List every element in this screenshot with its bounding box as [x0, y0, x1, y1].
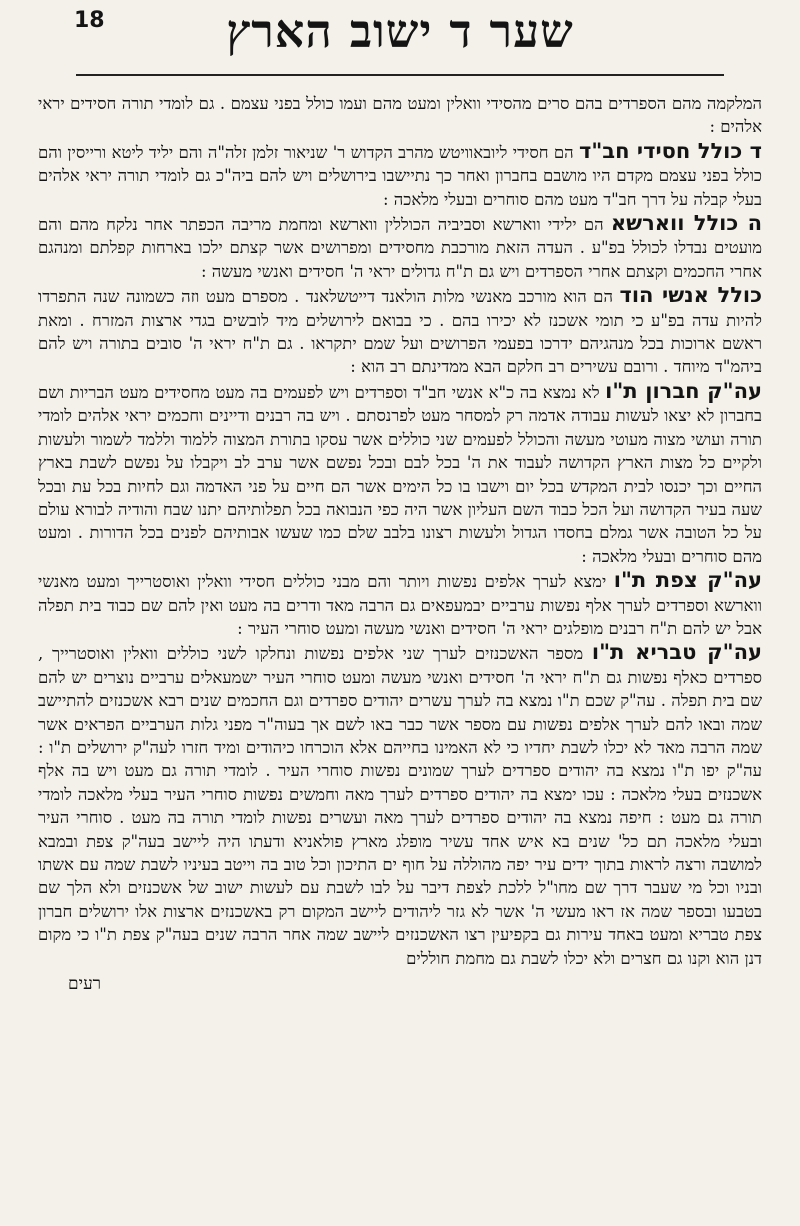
paragraph-text: המלקמה מהם הספרדים בהם סרים מהסידי וואלין ומעט מהם ועמו כולל בפני עצמם . גם לומדי תורה חסידים יראי אלהים :	[38, 94, 762, 137]
paragraph	[38, 284, 762, 379]
header-rule	[76, 74, 724, 76]
paragraph	[38, 569, 762, 640]
paragraph-lead: כולל אנשי הוד	[619, 283, 762, 308]
paragraph-lead: עה"ק צפת ת"ו	[613, 568, 762, 593]
paragraph-text: הם ילידי ווארשא וסביביה הכוללין ווארשא ומחמת מריבה הכפתר אחר נלקח מהם והם מועטים נבדלו לכולל בפ"ע . העדה הזאת מורכבת מחסידים ומפרושים אשר קצתם ילכו בארחות קפלתם ומנהגם אחרי החכמים וקצתם אחרי הספרדים ויש גם ת"ח גדולים יראי ה' חסידים ואנשי מעשה :	[38, 215, 762, 281]
paragraph	[38, 212, 762, 283]
paragraph-text: מספר האשכנזים לערך שני אלפים נפשות ונחלקו לשני כוללים וואלין ואוסטרייך , ספרדים כאלף נפשות גם ת"ח יראי ה' חסידים ואנשי מעשה ומעט סוחרי העיר ישמעאלים ערביים נוצרים יש להם שם בית תפלה . עה"ק שכם ת"ו נמצא בה לערך עשרים יהודים ספרדים וגם החכמים שנים רבא אשכנזים להתיישב שמה ובאו להם לערך אלפים נפשות עם מספר אשר כבר באו לשם אך בעוה"ר מפני גלות הערביים הפראים אשר שמה הרבה מאד לא יכלו לשבת יחדיו כי לא האמינו בחייהם אלא הוכרחו כיהודים ומיד חזרו לעה"ק ירושלים ת"ו : עה"ק יפו ת"ו נמצא בה יהודים ספרדים לערך שמונים נפשות סוחרי העיר . לומדי תורה גם מעט ויש בה אלף אשכנזים בעלי מלאכה : עכו ימצא בה יהודים ספרדים לערך מאה וחמשים נפשות סוחרי העיר בעלי מלאכה לומדי תורה גם מעט : חיפה נמצא בה יהודים ספרדים לערך מאה ועשרים נפשות לומדי תורה בה מעט . סוחרי העיר ובעלי מלאכה תם כל' שנים בא איש אחד עשיר מופלג מארץ פולאניא ודעתו היה ליישב בעה"ק צפת ובמבא למושבה ורצה לראות בתוך ידים עיר יפה מהוללה על חוף ים התיכון וכל טוב בה וייטב בעיניו לשבת שמה עם אשתו ובניו וכל מי שעבר דרך שם מחו"ל ללכת לצפת דיבר על לבו לשבת עם לעשות ישוב של אשכנזים ולא הלך שם בטבעו ובספר שמה אז ראו מעשי ה' אשר לא גזר ליהודים ליישב המקום רק באשכנזים ארצות אלו ירושלים חברון צפת טבריא ומעט באחד עירות גם בקפיעין רצו האשכנזים ליישב שמה אחר הרבה שנים בעה"ק צפת ת"ו כי מקום דנן הוא וקנו גם חצרים ולא יכלו לשבת גם מחמת חוללים	[38, 644, 763, 968]
paragraph	[38, 92, 762, 139]
footer	[38, 974, 762, 994]
paragraph-lead: ה כולל ווארשא	[610, 211, 762, 236]
paragraph-text: לא נמצא בה כ"א אנשי חב"ד וספרדים ויש לפעמים בה מעט מחסידים מעט הבריות ושם בחברון לא יצאו לעשות עבודה אדמה רק למסחר מעט לפרנסתם . ויש בה רבנים ודיינים וחכמים יראי אלהים לומדי תורה ועושי מצוה מעוטי מעשה והכולל לפעמים שני כוללים אשר עסקו בתורת המצוה ללמוד וללמד לשמור ולעשות ולקיים כל מצות הארץ הקדושה לעבוד את ה' בכל לבם ובכל נפשם אשר ערב לב ויקבלו על נפשם לשבת בארץ החיים וכך יכנסו לבית המקדש בכל יום וישבו בו כל הימים אשר הם חיים על פני האדמה וגם לחיות בכל עת ובכל שעה בעיר הקדושה ועל הכל כבוד השם העליון אשר היה כפי הנבואה בכל תפלותיהם יתנו שבח והודיה לבורא עולם על כל הטובה אשר גמלם בחסדו הגדול ולעשות רצונו בלבב שלם כמו שעשו אבותיהם לפנים בכל הדורות . ומעט מהם סוחרים ובעלי מלאכה :	[38, 382, 762, 566]
paragraph-text: הם חסידי ליובאוויטש מהרב הקדוש ר' שניאור זלמן זלה"ה והם יליד ליטא ורייסין והם כולל בפני עצמם מקדם היו מושבם בחברון ואחר כך נתיישבו בירושלים ויש להם ביה"כ גם לומדי תורה יראי אלהים בעלי קבלה על דרך חב"ד מעט מהם סוחרים ובעלי מלאכה :	[38, 142, 762, 209]
page-number: 18	[74, 8, 105, 33]
paragraph-lead: עה"ק טבריא ת"ו	[591, 640, 762, 665]
paragraph	[38, 140, 762, 211]
paragraph-text: ימצא לערך אלפים נפשות ויותר והם מבני כוללים חסידי וואלין ואוסטרייך ומעט מאנשי ווארשא וספרדים לערך אלף נפשות ערביים יבמעפאים גם הרבה מאד ודרים בה מעט ואין להם שם כבוד בית תפלה אבל יש להם ת"ח רבנים מופלגים יראי ה' חסידים ואנשי מעשה ומעט סוחרי העיר :	[38, 572, 762, 638]
running-title: שער ד ישוב הארץ	[226, 4, 574, 58]
catchword: רעים	[68, 974, 102, 995]
page-header	[38, 0, 762, 92]
body-text	[38, 92, 762, 970]
paragraph	[38, 380, 762, 568]
paragraph-lead: ד כולל חסידי חב"ד	[578, 138, 763, 163]
paragraph-text: הם הוא מורכב מאנשי מלות הולאנד דייטשלאנד . מספרם מעט וזה כשמונה שנה התפרדו להיות עדה בפ"ע כי תומי אשכנז לא יכירו בהם . כי בבואם לירושלים מיד לובשים בגדי ארצות המזרח . ומאת ראשם ארוכות בכל מנהגיהם ידרכו בפעמי הפרושים ועל שמם יתקראו . גם ת"ח יראי ה' סובים בתורה ויש להם ביהמ"ד מיוחד . ורובם עשירים רב חלקם הבא ממדינתם רב הוא :	[38, 287, 762, 377]
paragraph	[38, 641, 762, 970]
paragraph-lead: עה"ק חברון ת"ו	[605, 378, 762, 403]
